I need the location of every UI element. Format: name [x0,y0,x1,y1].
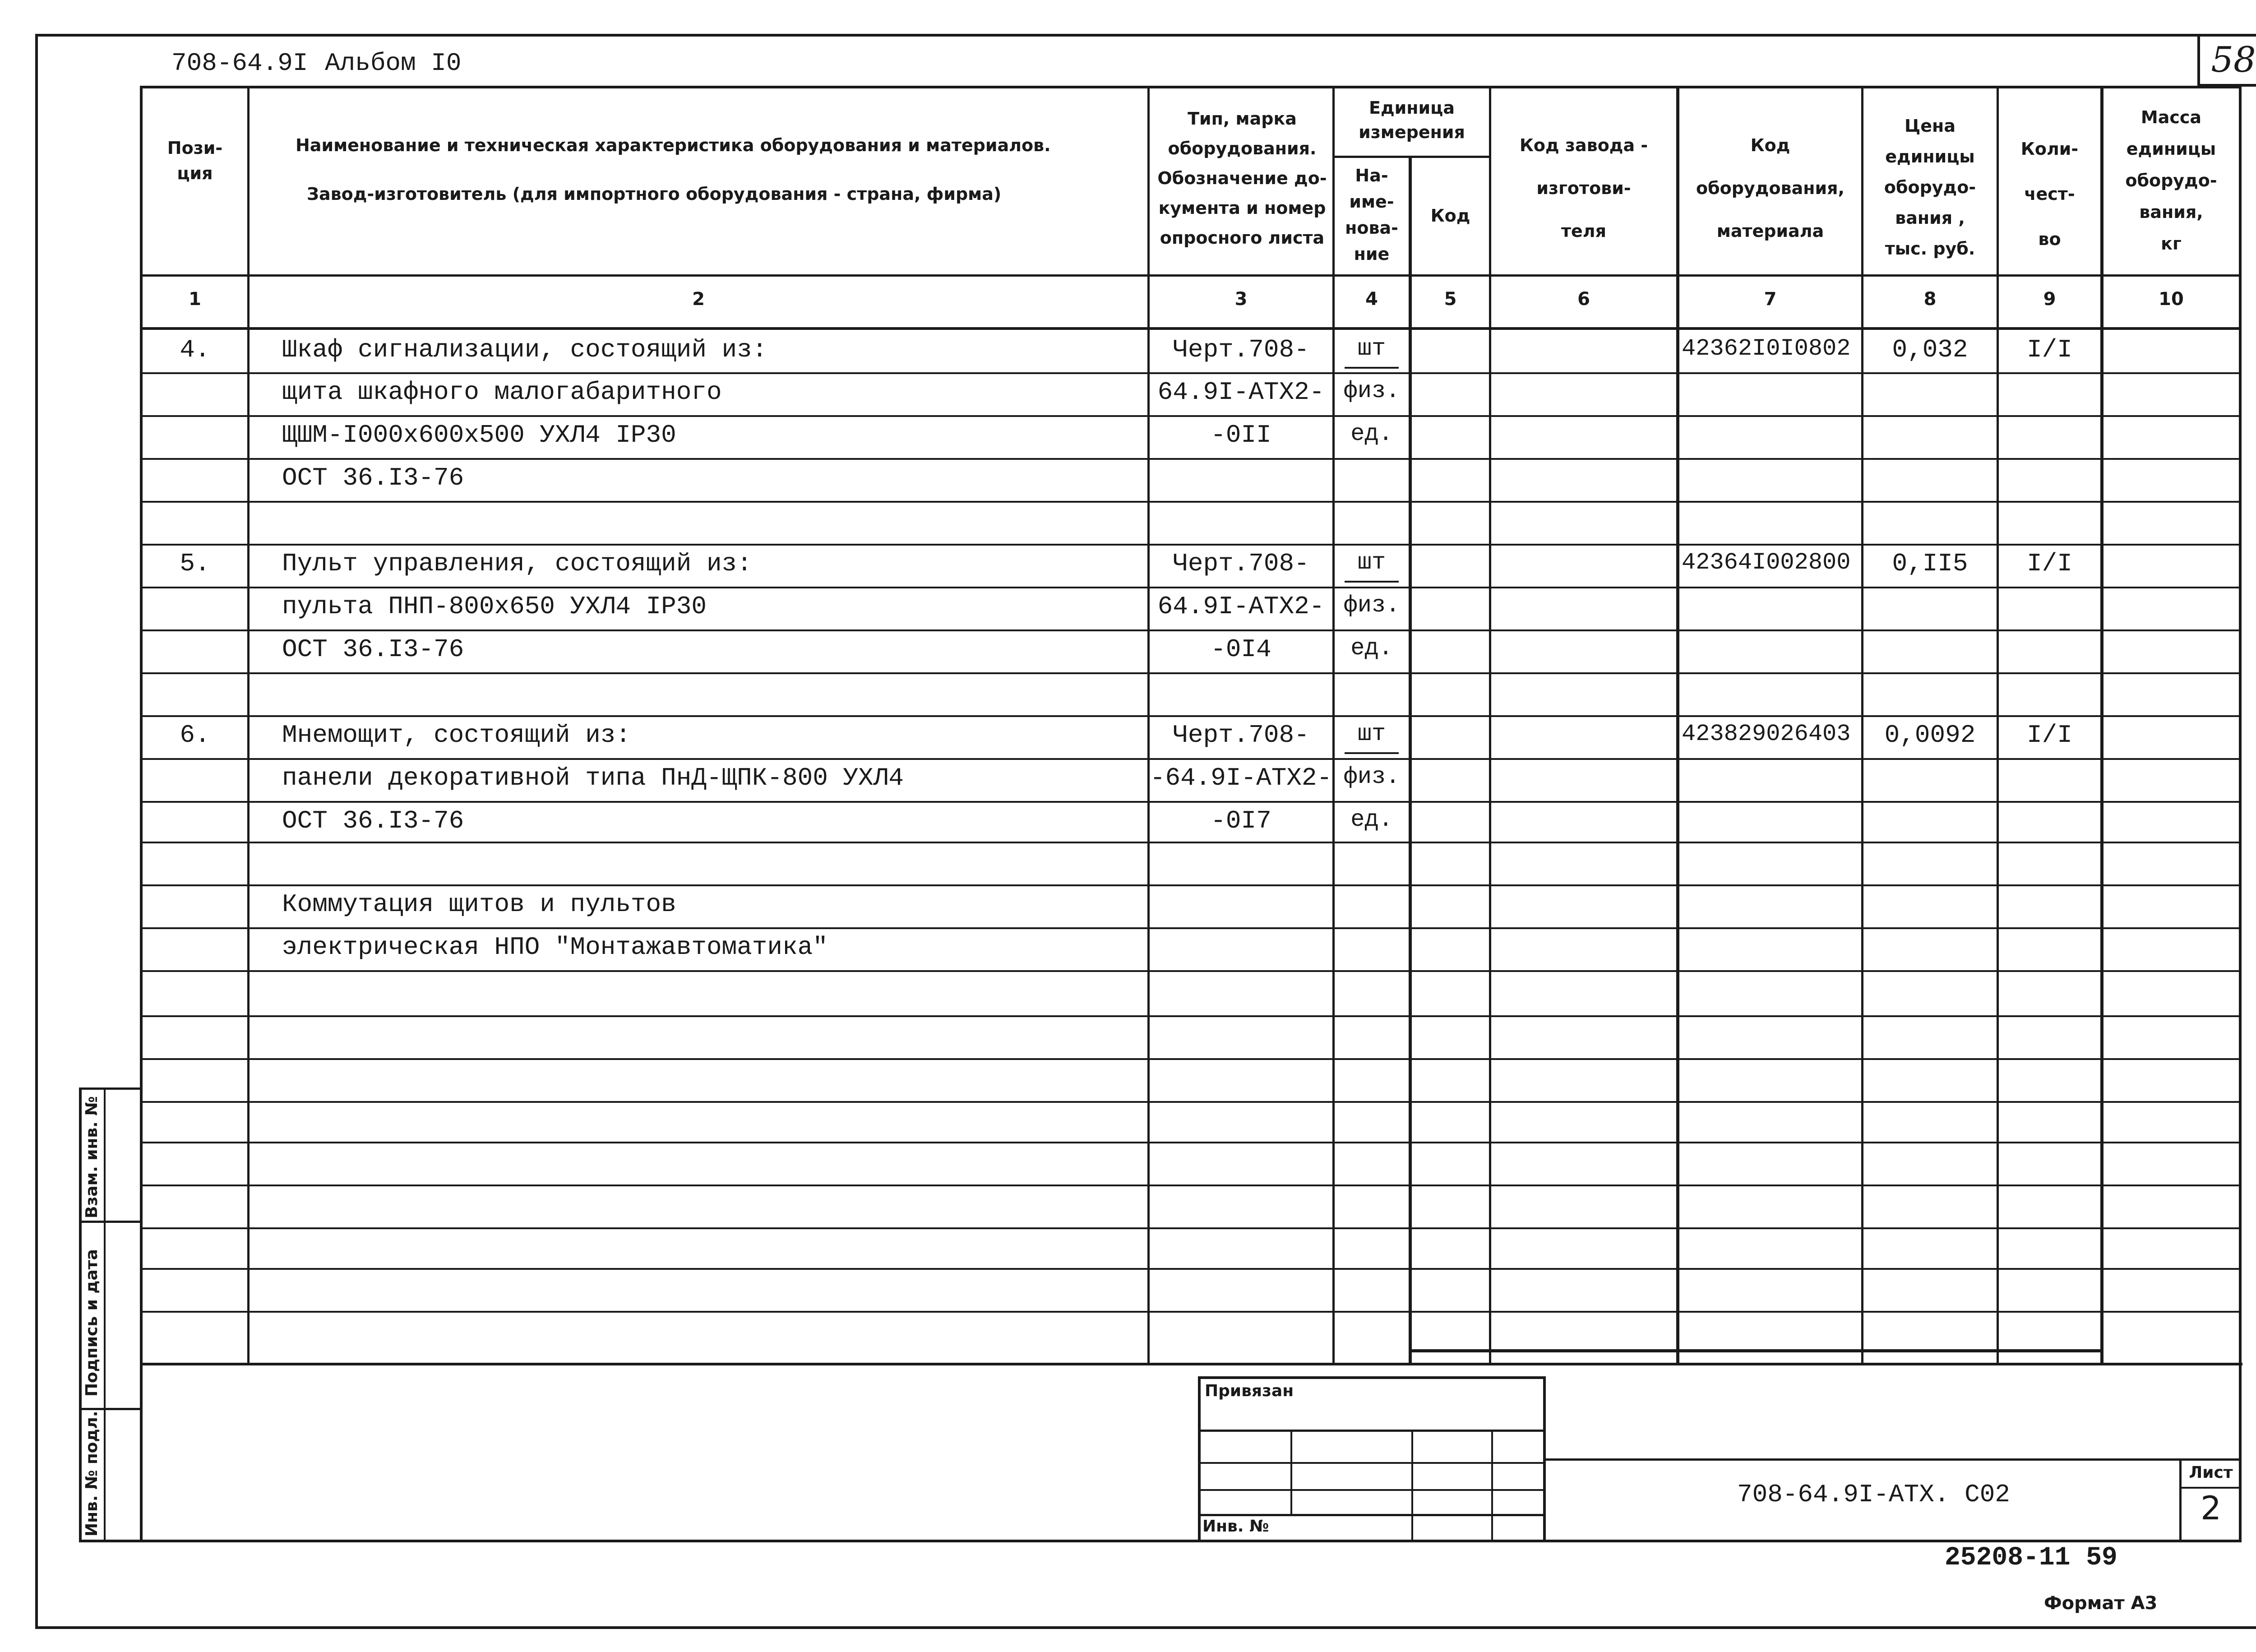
header-unit-name-line: ние [1354,244,1390,264]
row-quantity: I/I [2027,549,2072,578]
header-quantity [1999,126,2100,262]
header-manufacturer-code [1491,124,1676,253]
row-unit: физ. [1343,378,1400,404]
row-position: 5. [180,549,210,578]
header-price-line: вания , [1895,208,1965,228]
row-name: ЩШМ-I000х600х500 УХЛ4 IP30 [282,421,676,449]
header-mass-line: оборудо- [2125,171,2217,190]
title-privyazan: Привязан [1205,1382,1294,1400]
header-unit-name-line: На- [1355,166,1388,185]
header-type-line: опросного листа [1160,228,1325,248]
column-number: 3 [1234,289,1248,310]
row-document: Черт.708- [1173,335,1309,364]
header-manufacturer-code-line: Код завода - [1519,135,1648,155]
header-name-line2: Завод-изготовитель (для импортного оборудования - страна, фирма) [307,184,1002,204]
header-unit-name-line: нова- [1345,218,1398,238]
header-price [1863,111,1997,264]
header-type-line: Тип, марка [1188,109,1297,129]
title-doc-code: 708-64.9I-АТХ. С02 [1737,1480,2010,1509]
column-number: 8 [1923,289,1937,310]
row-equipment-code: 423829026403 [1682,721,1851,747]
header-unit-group-line: Единица [1369,98,1455,118]
row-name: щита шкафного малогабаритного [282,378,722,407]
stamp-podpis-data: Подпись и дата [83,1249,101,1397]
row-name: Шкаф сигнализации, состоящий из: [282,335,767,364]
header-mass-line: вания, [2139,202,2203,222]
header-type [1152,104,1332,253]
row-equipment-code: 42364I002800 [1682,549,1851,576]
row-unit: ед. [1350,421,1393,447]
header-quantity-line: чест- [2024,184,2075,204]
row-name: ОСТ 36.I3-76 [282,463,464,492]
row-unit: физ. [1343,764,1400,790]
column-number: 7 [1764,289,1777,310]
header-quantity-line: Коли- [2020,139,2079,159]
row-document: -0I7 [1211,806,1271,835]
archive-number: 25208-11 59 [1945,1543,2117,1573]
format-label: Формат А3 [2044,1593,2158,1614]
row-name: Пульт управления, состоящий из: [282,549,752,578]
row-name: Мнемощит, состоящий из: [282,721,631,750]
header-mass-line: единицы [2126,139,2216,159]
title-sheet-number: 2 [2201,1489,2221,1527]
header-price-line: Цена [1905,116,1956,136]
header-name-line1: Наименование и техническая характеристика оборудования и материалов. [296,135,1051,155]
row-name: ОСТ 36.I3-76 [282,635,464,664]
header-mass [2103,102,2239,259]
header-equipment-code-line: оборудования, [1696,178,1845,198]
header-unit-name [1335,162,1409,267]
row-document: -0I4 [1211,635,1271,664]
header-unit-name-line: име- [1349,192,1394,212]
row-document: Черт.708- [1173,549,1309,578]
header-equipment-code-line: материала [1716,221,1824,241]
row-unit: шт [1357,721,1386,747]
row-price: 0,II5 [1892,549,1968,578]
row-document: Черт.708- [1173,721,1309,750]
header-position-line: Пози- [167,138,223,158]
header-price-line: тыс. руб. [1885,239,1975,259]
stamp-inv-podl: Инв. № подл. [83,1411,101,1536]
header-equipment-code-line: Код [1750,135,1790,155]
header-type-line: оборудования. [1168,139,1317,158]
row-price: 0,0092 [1884,721,1976,750]
column-number: 5 [1444,289,1457,310]
column-number: 4 [1365,289,1378,310]
column-number: 9 [2043,289,2056,310]
header-price-line: единицы [1885,147,1975,167]
row-unit: шт [1357,335,1386,362]
page-number-handwritten: 58 [2211,40,2256,80]
row-name: Коммутация щитов и пультов [282,890,676,919]
column-number: 6 [1577,289,1590,310]
header-position-line: ция [177,163,213,183]
column-number: 1 [189,289,201,310]
row-name: электрическая НПО "Монтажавтоматика" [282,933,828,962]
column-number: 10 [2159,289,2184,310]
title-inv-no: Инв. № [1202,1517,1269,1536]
header-equipment-code [1679,124,1861,253]
stamp-vzam-inv: Взам. инв. № [83,1096,101,1218]
row-position: 6. [180,721,210,750]
header-quantity-line: во [2038,229,2061,249]
row-quantity: I/I [2027,721,2072,750]
row-document: -64.9I-АТХ2- [1150,764,1332,792]
header-type-line: Обозначение до- [1157,168,1327,188]
row-price: 0,032 [1892,335,1968,364]
row-quantity: I/I [2027,335,2072,364]
header-type-line: кумента и номер [1158,198,1326,218]
row-unit: ед. [1350,635,1393,662]
header-price-line: оборудо- [1884,177,1976,197]
row-position: 4. [180,335,210,364]
row-name: панели декоративной типа ПнД-ЩПК-800 УХЛ4 [282,764,904,792]
header-mass-line: кг [2161,234,2182,254]
album-label: Альбом I0 [325,49,462,78]
row-document: 64.9I-АТХ2- [1157,378,1325,407]
row-name: ОСТ 36.I3-76 [282,806,464,835]
header-manufacturer-code-line: изготови- [1536,178,1631,198]
header-manufacturer-code-line: теля [1561,221,1607,241]
header-unit-code: Код [1430,206,1470,226]
row-name: пульта ПНП-800х650 УХЛ4 IP30 [282,592,707,621]
row-unit: ед. [1350,806,1393,833]
row-unit: физ. [1343,592,1400,619]
row-document: -0II [1211,421,1271,449]
row-document: 64.9I-АТХ2- [1157,592,1325,621]
header-mass-line: Масса [2140,107,2202,127]
header-unit-group [1335,96,1489,144]
row-unit: шт [1357,549,1386,576]
header-unit-group-line: измерения [1359,122,1465,142]
album-code: 708-64.9I [171,49,308,78]
title-sheet-label: Лист [2189,1463,2233,1482]
header-position [143,133,247,188]
row-equipment-code: 42362I0I0802 [1682,335,1851,362]
column-number: 2 [692,289,705,310]
